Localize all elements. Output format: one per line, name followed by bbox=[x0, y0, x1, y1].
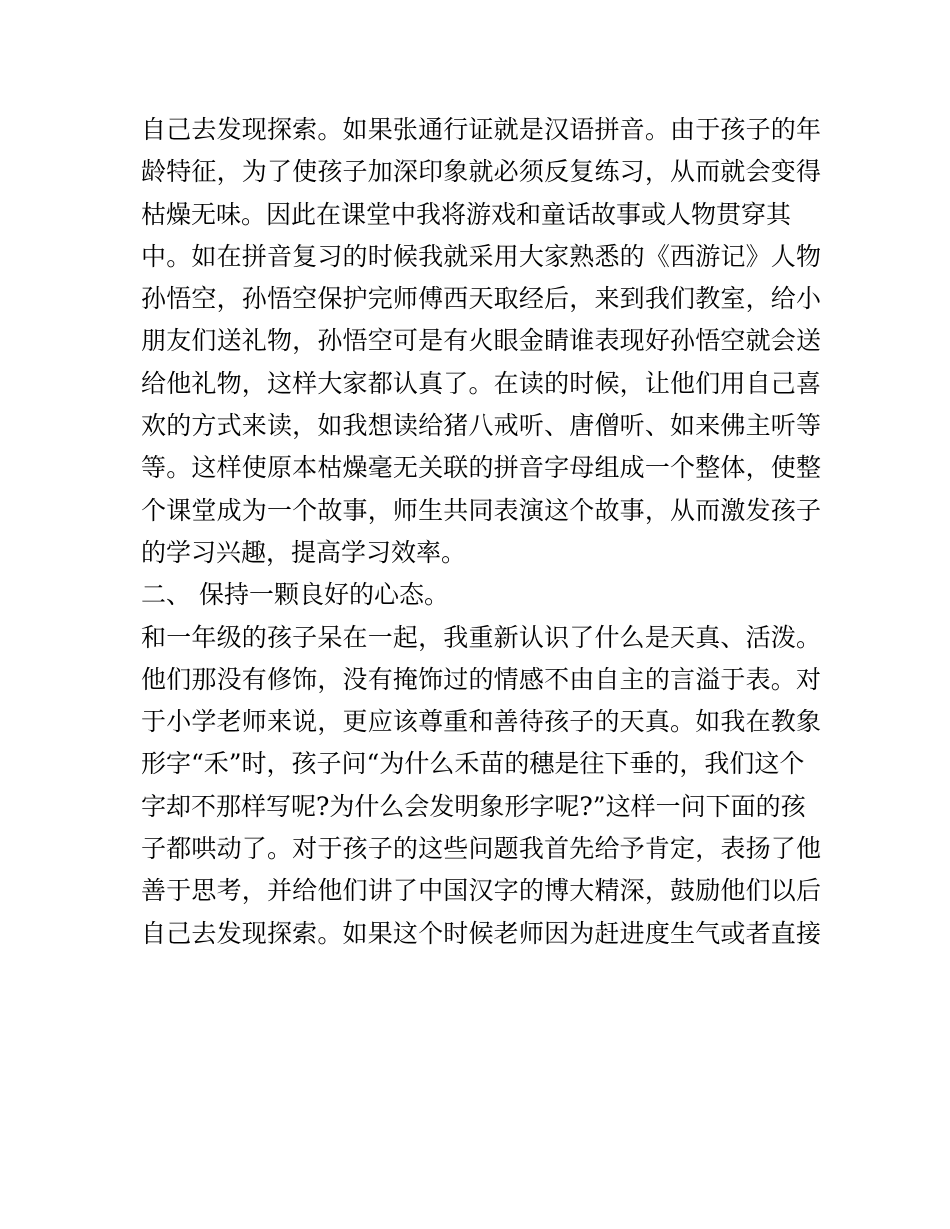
text-line: 的学习兴趣，提高学习效率。 bbox=[141, 537, 467, 567]
text-line: 自己去发现探索。如果这个时候老师因为赶进度生气或者直接 bbox=[141, 918, 821, 948]
section-heading: 二、 保持一颗良好的心态。 bbox=[141, 580, 449, 610]
text-line: 欢的方式来读，如我想读给猪八戒听、唐僧听、如来佛主听等 bbox=[141, 411, 821, 441]
text-line: 等。这样使原本枯燥毫无关联的拼音字母组成一个整体，使整 bbox=[141, 453, 821, 483]
text-line: 给他礼物，这样大家都认真了。在读的时候，让他们用自己喜 bbox=[141, 368, 821, 398]
text-line: 中。如在拼音复习的时候我就采用大家熟悉的《西游记》人物 bbox=[141, 241, 821, 271]
text-line: 字却不那样写呢?为什么会发明象形字呢?”这样一问下面的孩 bbox=[141, 791, 806, 821]
text-line: 孙悟空，孙悟空保护完师傅西天取经后，来到我们教室，给小 bbox=[141, 284, 821, 314]
text-line: 枯燥无味。因此在课堂中我将游戏和童话故事或人物贯穿其 bbox=[141, 199, 792, 229]
text-line: 个课堂成为一个故事，师生共同表演这个故事，从而激发孩子 bbox=[141, 495, 821, 525]
text-line: 他们那没有修饰，没有掩饰过的情感不由自主的言溢于表。对 bbox=[141, 664, 821, 694]
text-line: 善于思考，并给他们讲了中国汉字的博大精深，鼓励他们以后 bbox=[141, 876, 821, 906]
text-line: 自己去发现探索。如果张通行证就是汉语拼音。由于孩子的年 bbox=[141, 115, 821, 144]
text-line: 形字“禾”时，孩子问“为什么禾苗的穗是往下垂的，我们这个 bbox=[141, 749, 805, 779]
text-line: 子都哄动了。对于孩子的这些问题我首先给予肯定，表扬了他 bbox=[141, 834, 821, 864]
body-text bbox=[141, 109, 821, 955]
text-line: 朋友们送礼物，孙悟空可是有火眼金睛谁表现好孙悟空就会送 bbox=[141, 326, 821, 356]
text-line: 于小学老师来说，更应该尊重和善待孩子的天真。如我在教象 bbox=[141, 707, 821, 737]
text-line: 和一年级的孩子呆在一起，我重新认识了什么是天真、活泼。 bbox=[141, 622, 821, 652]
text-line: 龄特征，为了使孩子加深印象就必须反复练习，从而就会变得 bbox=[141, 157, 821, 187]
